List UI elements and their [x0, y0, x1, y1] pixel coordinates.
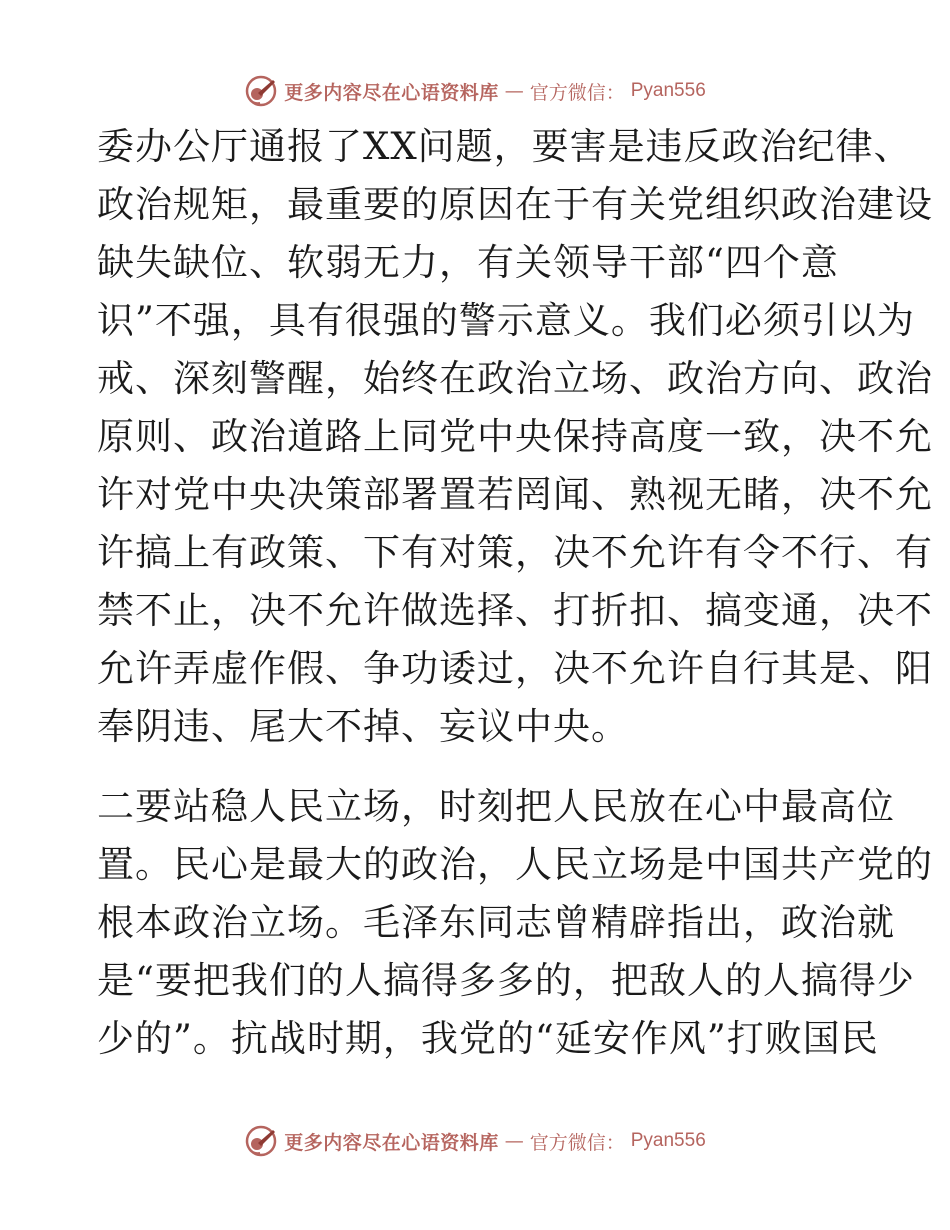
text-line: 戒、深刻警醒，始终在政治立场、政治方向、政治 — [97, 357, 933, 400]
footer-watermark — [0, 1122, 950, 1160]
text-line: 委办公厅通报了XX问题，要害是违反政治纪律、 — [97, 125, 912, 168]
text-line: 识”不强，具有很强的警示意义。我们必须引以为 — [97, 299, 915, 342]
text-line: 禁不止，决不允许做选择、打折扣、搞变通，决不 — [97, 589, 933, 632]
watermark-site-text: 更多内容尽在心语资料库 — [284, 1131, 499, 1154]
text-line: 是“要把我们的人搞得多多的，把敌人的人搞得少 — [97, 959, 915, 1002]
text-line: 原则、政治道路上同党中央保持高度一致，决不允 — [97, 415, 933, 458]
paragraph-1 — [97, 118, 933, 756]
text-line: 奉阴违、尾大不掉、妄议中央。 — [97, 705, 629, 748]
text-line: 缺失缺位、软弱无力，有关领导干部“四个意 — [97, 241, 839, 284]
watermark-dash: — — [504, 1130, 524, 1152]
watermark-wechat-id: Pyan556 — [630, 1130, 706, 1151]
text-line: 二要站稳人民立场，时刻把人民放在心中最高位 — [97, 785, 895, 828]
text-line: 许搞上有政策、下有对策，决不允许有令不行、有 — [97, 531, 933, 574]
watermark-dash: — — [504, 80, 524, 102]
paragraph-spacer — [97, 756, 857, 778]
watermark-wechat-label: 官方微信： — [529, 1131, 625, 1154]
paragraph-2 — [97, 778, 933, 1068]
text-line: 置。民心是最大的政治，人民立场是中国共产党的 — [97, 843, 933, 886]
text-line: 根本政治立场。毛泽东同志曾精辟指出，政治就 — [97, 901, 895, 944]
quill-logo-icon — [244, 74, 278, 108]
text-line: 少的”。抗战时期，我党的“延安作风”打败国民 — [97, 1017, 879, 1060]
watermark-wechat-id: Pyan556 — [630, 80, 706, 101]
text-line: 允许弄虚作假、争功诿过，决不允许自行其是、阳 — [97, 647, 933, 690]
watermark-site-text: 更多内容尽在心语资料库 — [284, 81, 499, 104]
text-line: 许对党中央决策部署置若罔闻、熟视无睹，决不允 — [97, 473, 933, 516]
quill-logo-icon — [244, 1124, 278, 1158]
text-line: 政治规矩，最重要的原因在于有关党组织政治建设 — [97, 183, 933, 226]
watermark-wechat-label: 官方微信： — [529, 81, 625, 104]
header-watermark — [0, 72, 950, 110]
document-body — [97, 118, 933, 1068]
